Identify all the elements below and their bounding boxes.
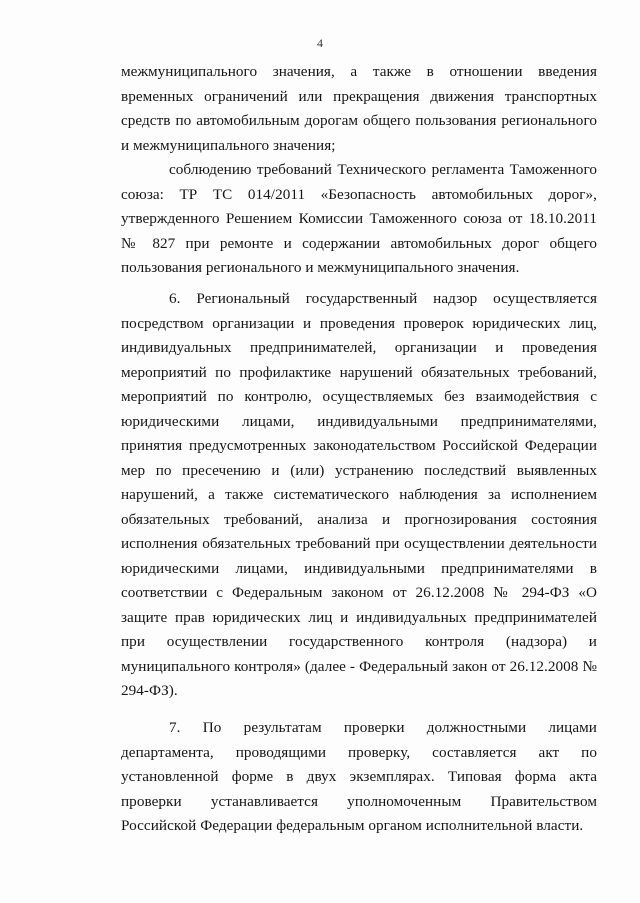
text-line: 6. Региональный государственный надзор осуществляется [169,290,597,307]
text-line: муниципального контроля» (далее - Федеральный закон от 26.12.2008 № [121,657,597,675]
text-line: посредством организации и проведения проверок юридических лиц, [121,314,597,332]
paragraph-item-6 [121,287,597,704]
paragraph-item-7 [121,716,597,839]
text-line: союза: ТР ТС 014/2011 «Безопасность автомобильных дорог», [121,185,597,203]
text-line: Российской Федерации федеральным органом исполнительной власти. [121,817,584,834]
text-line: юридическими лицами, индивидуальными предпринимателями в [121,559,597,577]
text-line: принятия предусмотренных законодательством Российской Федерации [121,437,597,454]
text-line: № 827 при ремонте и содержании автомобильных дорог общего [121,234,597,252]
text-line: департамента, проводящими проверку, составляется акт по [121,743,597,761]
paragraph-continuation [121,60,597,158]
text-line: и межмуниципального значения; [121,136,336,154]
text-line: при осуществлении государственного контроля (надзора) и [121,633,597,650]
paragraph-technical-regulation [121,158,597,281]
text-line: мероприятий по контролю, осуществляемых без взаимодействия с [121,388,597,405]
text-line: исполнения обязательных требований при осуществлении деятельности [121,535,597,552]
text-line: индивидуальных предпринимателей, организации и проведения [121,339,597,356]
text-line: 7. По результатам проверки должностными лицами [169,719,597,736]
text-line: юридическими лицами, индивидуальными предпринимателями, [121,412,597,430]
text-line: временных ограничений или прекращения движения транспортных [121,87,597,105]
text-line: соответствии с Федеральным законом от 26.12.2008 № 294-ФЗ «О [121,584,597,601]
text-line: мер по пресечению и (или) устранению последствий выявленных [121,461,597,479]
text-line: установленной форме в двух экземплярах. Типовая форма акта [121,768,597,785]
page-number: 4 [317,36,323,50]
text-line: межмуниципального значения, а также в отношении введения [121,63,597,80]
text-line: 294-ФЗ). [121,682,178,699]
text-line: соблюдению требований Технического регламента Таможенного [169,161,597,178]
text-line: пользования регионального и межмуниципального значения. [121,259,520,276]
text-line: нарушений, а также систематического наблюдения за исполнением [121,486,597,503]
text-line: утвержденного Решением Комиссии Таможенного союза от 18.10.2011 [121,210,597,227]
text-line: проверки устанавливается уполномоченным Правительством [121,792,597,810]
text-line: мероприятий по профилактике нарушений обязательных требований, [121,363,597,381]
text-line: обязательных требований, анализа и прогнозирования состояния [121,510,597,528]
text-line: защите прав юридических лиц и индивидуальных предпринимателей [121,608,597,626]
text-line: средств по автомобильным дорогам общего пользования регионального [121,112,597,129]
